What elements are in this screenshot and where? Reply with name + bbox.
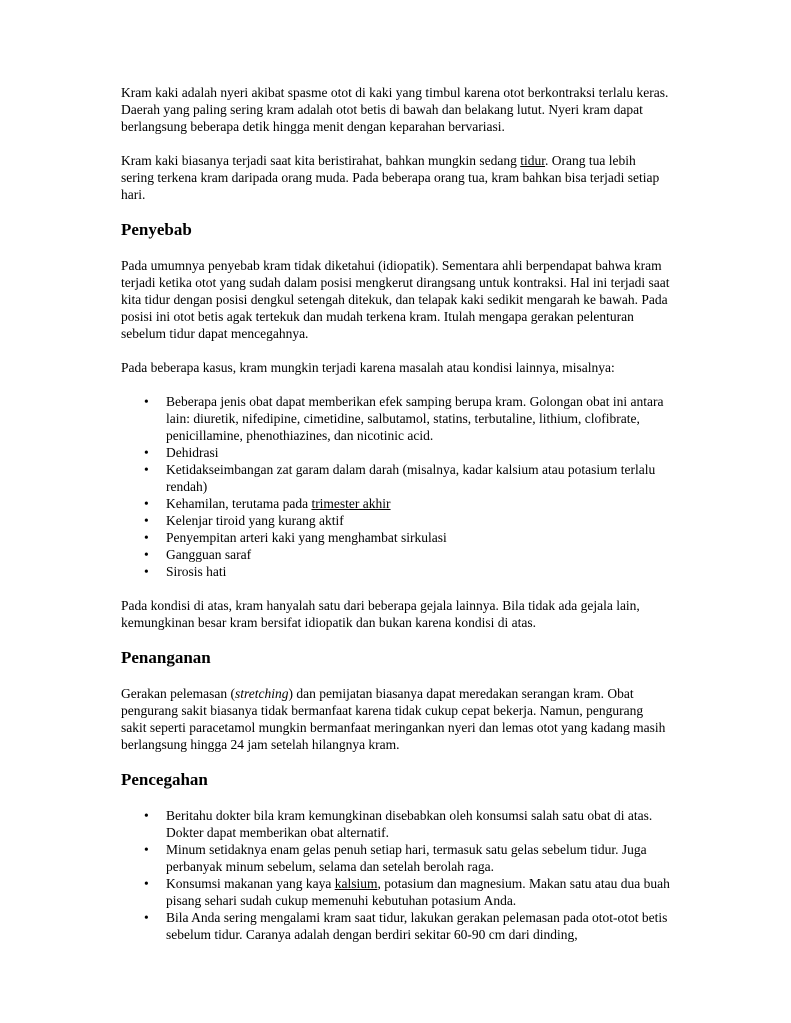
list-item: • Beritahu dokter bila kram kemungkinan disebabkan oleh konsumsi salah satu obat di atas. Dokter dapat memberikan obat alternatif. (166, 807, 671, 841)
list-item (166, 875, 671, 909)
intro-paragraph-2 (121, 152, 671, 203)
list-item: • Minum setidaknya enam gelas penuh setiap hari, termasuk satu gelas sebelum tidur. Juga perbanyak minum sebelum, selama dan setelah berolah raga. (166, 841, 671, 875)
penyebab-paragraph-2: Pada beberapa kasus, kram mungkin terjadi karena masalah atau kondisi lainnya, misalnya: (121, 360, 615, 375)
kalsium-link[interactable]: kalsium (334, 876, 378, 891)
tidur-link[interactable]: tidur (520, 153, 546, 168)
kalsium-text-b: , potasium dan magnesium. Makan satu atau dua buah pisang sehari sudah cukup memenuhi kebutuhan potasium Anda. (166, 876, 670, 908)
list-item: • Ketidakseimbangan zat garam dalam darah (misalnya, kadar kalsium atau potasium terlalu rendah) (166, 461, 671, 495)
list-item: • Penyempitan arteri kaki yang menghambat sirkulasi (166, 529, 671, 546)
penyebab-list (121, 393, 671, 580)
list-item: • Dehidrasi (166, 444, 671, 461)
pencegahan-heading: Pencegahan (121, 770, 208, 789)
intro-paragraph-1: Kram kaki adalah nyeri akibat spasme otot di kaki yang timbul karena otot berkontraksi terlalu keras. Daerah yang paling sering kram adalah otot betis di bawah dan belakang lutut. Nyeri kram dapat berlangsung beberapa detik hingga menit dengan keparahan bervariasi. (121, 85, 669, 134)
list-item: • Kelenjar tiroid yang kurang aktif (166, 512, 671, 529)
list-item: • Bila Anda sering mengalami kram saat tidur, lakukan gerakan pelemasan pada otot-otot betis sebelum tidur. Caranya adalah dengan berdiri sekitar 60-90 cm dari dinding, (166, 909, 671, 943)
list-item (166, 495, 671, 512)
list-item: • Gangguan saraf (166, 546, 671, 563)
intro-paragraph-2-text-a: Kram kaki biasanya terjadi saat kita beristirahat, bahkan mungkin sedang (121, 153, 521, 168)
trimester-akhir-link[interactable]: trimester akhir (311, 496, 391, 511)
penanganan-text-b: ) dan pemijatan biasanya dapat meredakan serangan kram. Obat pengurang sakit biasanya tidak bermanfaat karena tidak cukup cepat bekerja. Namun, pengurang sakit seperti paracetamol mungkin bermanfaat meringankan nyeri dan lemas otot yang kadang masih berlangsung hingga 24 jam setelah hilangnya kram. (121, 686, 666, 752)
penanganan-heading: Penanganan (121, 648, 211, 667)
penyebab-heading: Penyebab (121, 220, 192, 239)
stretching-italic: stretching (234, 686, 289, 701)
pencegahan-list (121, 807, 671, 943)
list-item: • Beberapa jenis obat dapat memberikan efek samping berupa kram. Golongan obat ini antara lain: diuretik, nifedipine, cimetidine, salbutamol, statins, terbutaline, lithium, clofibrate, penicillamine, phenothiazines, dan nicotinic acid. (166, 393, 671, 444)
intro-paragraph-2-text-b: . Orang tua lebih sering terkena kram daripada orang muda. Pada beberapa orang tua, kram bahkan bisa terjadi setiap hari. (121, 153, 660, 202)
penanganan-text-a: Gerakan pelemasan ( (121, 686, 235, 701)
kalsium-text-a: Konsumsi makanan yang kaya (166, 876, 335, 891)
penyebab-paragraph-3: Pada kondisi di atas, kram hanyalah satu dari beberapa gejala lainnya. Bila tidak ada gejala lain, kemungkinan besar kram bersifat idiopatik dan bukan karena kondisi di atas. (121, 598, 640, 630)
penanganan-paragraph (121, 685, 671, 753)
pregnancy-text: Kehamilan, terutama pada (166, 496, 312, 511)
penyebab-paragraph-1: Pada umumnya penyebab kram tidak diketahui (idiopatik). Sementara ahli berpendapat bahwa kram terjadi ketika otot yang sudah dalam posisi mengkerut dirangsang untuk kontraksi. Hal ini terjadi saat kita tidur dengan posisi dengkul setengah ditekuk, dan telapak kaki sedikit mengarah ke bawah. Pada posisi ini otot betis agak tertekuk dan mudah terkena kram. Itulah mengapa gerakan pelenturan sebelum tidur dapat mencegahnya. (121, 258, 670, 341)
list-item: • Sirosis hati (166, 563, 671, 580)
